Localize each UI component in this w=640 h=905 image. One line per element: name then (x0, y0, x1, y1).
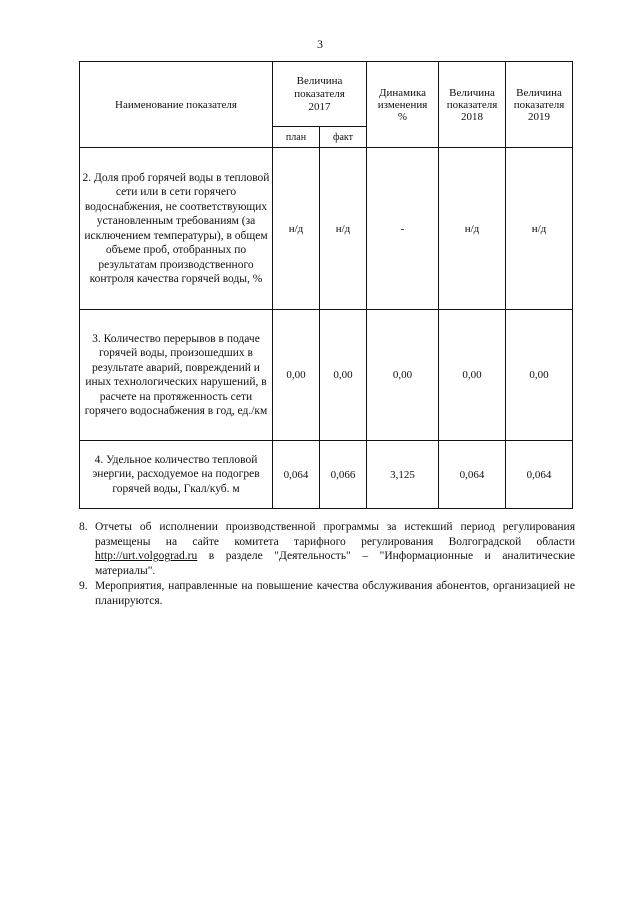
notes-list (79, 520, 575, 609)
website-link[interactable]: http://urt.volgograd.ru (95, 550, 198, 562)
note-text-part: в разделе "Деятельность" – "Информационные и аналитические материалы". (95, 550, 575, 577)
cell-plan: 0,064 (273, 441, 320, 509)
note-number: 9. (79, 580, 88, 592)
cell-2018: н/д (439, 148, 506, 310)
cell-fact: 0,066 (320, 441, 367, 509)
header-value-2018: Величина показателя 2018 (439, 62, 506, 148)
note-text (95, 520, 575, 578)
cell-dynamics: 0,00 (367, 310, 439, 441)
note-item (79, 579, 575, 608)
table-header-row (80, 62, 573, 127)
table-row (80, 441, 573, 509)
cell-2019: н/д (506, 148, 573, 310)
note-item (79, 520, 575, 578)
row-name: 3. Количество перерывов в подаче горячей воды, произошедших в результате аварий, повреждений и иных технологических нарушений, в расчете на протяженность сети горячего водоснабжения в год, ед./км (80, 310, 273, 441)
cell-plan: 0,00 (273, 310, 320, 441)
cell-2019: 0,00 (506, 310, 573, 441)
note-text: Мероприятия, направленные на повышение качества обслуживания абонентов, организацией не планируются. (95, 580, 575, 607)
page-number: 3 (317, 37, 323, 51)
table-row (80, 148, 573, 310)
header-fact: факт (320, 127, 367, 148)
cell-2018: 0,00 (439, 310, 506, 441)
header-plan: план (273, 127, 320, 148)
cell-fact: 0,00 (320, 310, 367, 441)
note-text-part: Отчеты об исполнении производственной программы за истекший период регулирования размещены на сайте комитета тарифного регулирования Волгоградской области (95, 521, 575, 548)
cell-dynamics: - (367, 148, 439, 310)
header-value-2017: Величина показателя 2017 (273, 62, 367, 127)
row-name: 2. Доля проб горячей воды в тепловой сети или в сети горячего водоснабжения, не соответствующих установленным требованиям (за исключением температуры), в общем объеме проб, отобранных по результатам производственного контроля качества горячей воды, % (80, 148, 273, 310)
cell-2019: 0,064 (506, 441, 573, 509)
indicators-table (79, 61, 573, 509)
header-indicator-name: Наименование показателя (80, 62, 273, 148)
cell-2018: 0,064 (439, 441, 506, 509)
cell-plan: н/д (273, 148, 320, 310)
cell-fact: н/д (320, 148, 367, 310)
row-name: 4. Удельное количество тепловой энергии, расходуемое на подогрев горячей воды, Гкал/куб. м (80, 441, 273, 509)
header-value-2019: Величина показателя 2019 (506, 62, 573, 148)
note-number: 8. (79, 521, 88, 533)
header-dynamics: Динамика изменения % (367, 62, 439, 148)
table-row (80, 310, 573, 441)
cell-dynamics: 3,125 (367, 441, 439, 509)
